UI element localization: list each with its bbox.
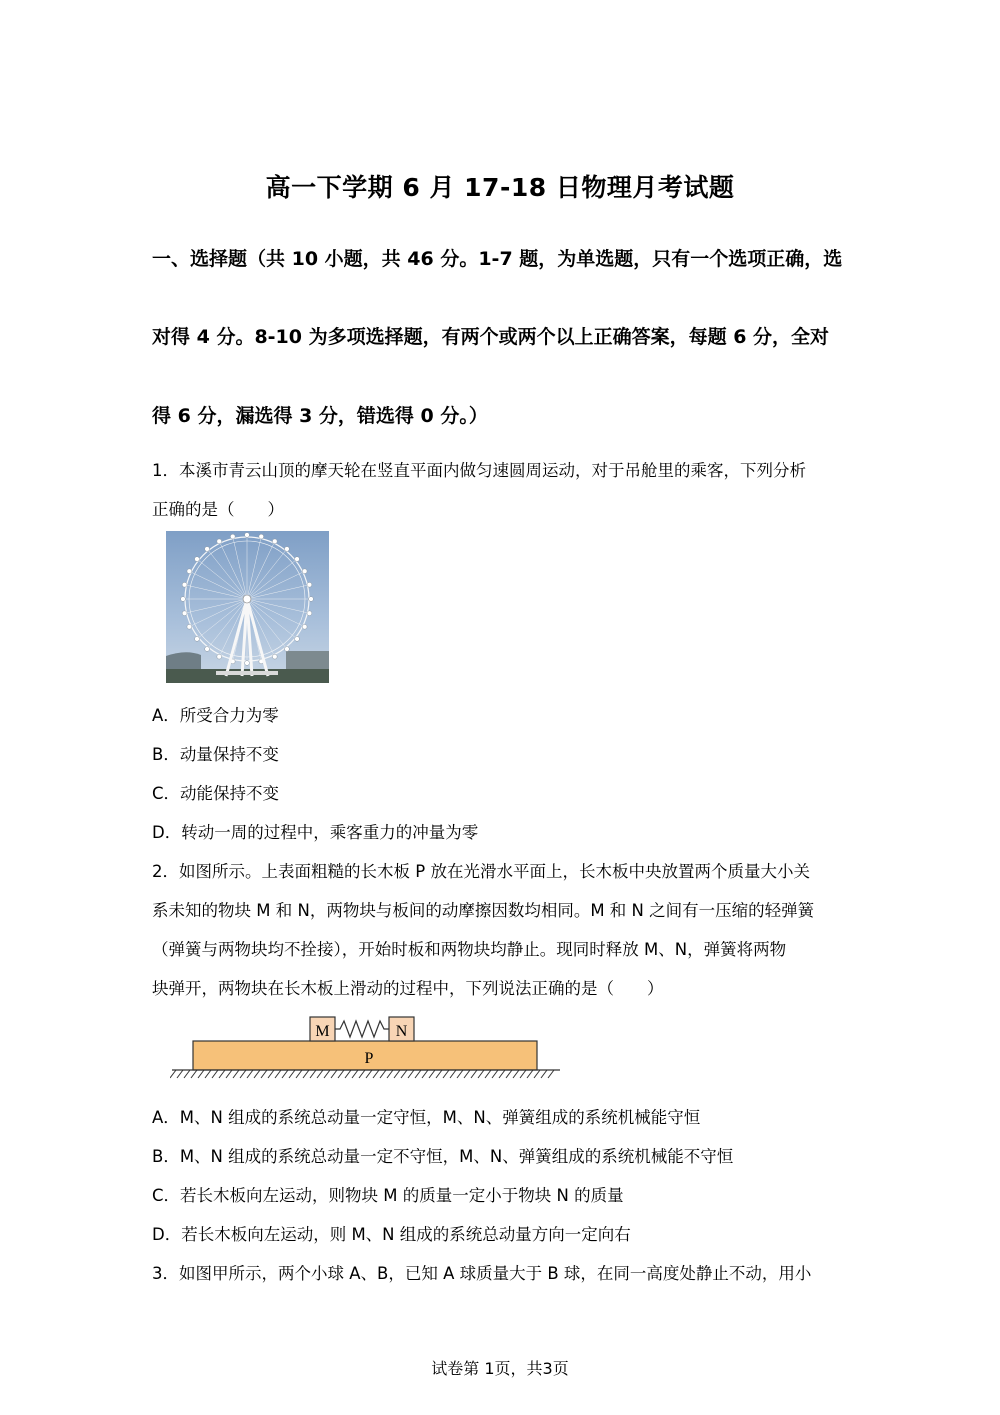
q2-option-d: D．若长木板向左运动，则 M、N 组成的系统总动量方向一定向右 xyxy=(152,1225,631,1244)
cabin xyxy=(302,624,307,629)
cabin xyxy=(217,654,222,659)
cabin xyxy=(295,557,300,562)
q1-option-b: B．动量保持不变 xyxy=(152,745,279,764)
q2-option-c: C．若长木板向左运动，则物块 M 的质量一定小于物块 N 的质量 xyxy=(152,1186,624,1205)
q3-stem-line-1: 3．如图甲所示，两个小球 A、B，已知 A 球质量大于 B 球，在同一高度处静止不动，用小 xyxy=(152,1264,812,1283)
q2-stem-line-4: 块弹开，两物块在长木板上滑动的过程中，下列说法正确的是（ ） xyxy=(152,979,664,998)
q2-stem-line-3: （弹簧与两物块均不拴接），开始时板和两物块均静止。现同时释放 M、N，弹簧将两物 xyxy=(152,940,787,959)
q2-stem-line-2: 系未知的物块 M 和 N，两物块与板间的动摩擦因数均相同。M 和 N 之间有一压缩的轻弹簧 xyxy=(152,901,815,920)
cabin xyxy=(245,533,250,538)
q2-option-b: B．M、N 组成的系统总动量一定不守恒，M、N、弹簧组成的系统机械能不守恒 xyxy=(152,1147,734,1166)
cabin xyxy=(272,654,277,659)
cabin xyxy=(195,557,200,562)
cabin xyxy=(245,661,250,666)
cabin xyxy=(181,597,186,602)
cabin xyxy=(302,569,307,574)
spring xyxy=(335,1021,389,1037)
q2-stem-line-1: 2．如图所示。上表面粗糙的长木板 P 放在光滑水平面上，长木板中央放置两个质量大小关 xyxy=(152,862,810,881)
page-title: 高一下学期 6 月 17-18 日物理月考试题 xyxy=(265,173,735,202)
ferris-wheel-image xyxy=(166,531,329,683)
cabin xyxy=(205,547,210,552)
cabin xyxy=(230,534,235,539)
cabin xyxy=(182,611,187,616)
cabin xyxy=(217,539,222,544)
cabin xyxy=(187,569,192,574)
board-p-label: P xyxy=(364,1050,374,1067)
cabin xyxy=(307,611,312,616)
q1-stem-line-1: 1．本溪市青云山顶的摩天轮在竖直平面内做匀速圆周运动，对于吊舱里的乘客，下列分析 xyxy=(152,461,806,480)
section-heading-line-2: 对得 4 分。8-10 为多项选择题，有两个或两个以上正确答案，每题 6 分，全对 xyxy=(152,326,830,348)
block-m-label: M xyxy=(315,1023,330,1040)
q1-option-c: C．动能保持不变 xyxy=(152,784,280,803)
ground-hatch xyxy=(170,1070,554,1078)
q1-option-d: D．转动一周的过程中，乘客重力的冲量为零 xyxy=(152,823,479,842)
cabin xyxy=(285,647,290,652)
cabin xyxy=(205,647,210,652)
cabin xyxy=(285,547,290,552)
section-heading-line-1: 一、选择题（共 10 小题，共 46 分。1-7 题，为单选题，只有一个选项正确，选 xyxy=(152,248,843,270)
board-spring-diagram xyxy=(170,1010,562,1082)
cabin xyxy=(272,539,277,544)
cabin xyxy=(307,582,312,587)
page-footer: 试卷第 1页，共3页 xyxy=(431,1359,569,1378)
q2-option-a: A．M、N 组成的系统总动量一定守恒，M、N、弹簧组成的系统机械能守恒 xyxy=(152,1108,701,1127)
cabin xyxy=(182,582,187,587)
cabin xyxy=(295,637,300,642)
cabin xyxy=(309,597,314,602)
q1-stem-line-2: 正确的是（ ） xyxy=(152,500,284,519)
cabin xyxy=(187,624,192,629)
cabin xyxy=(259,534,264,539)
section-heading-line-3: 得 6 分，漏选得 3 分，错选得 0 分。） xyxy=(152,405,488,427)
cabin xyxy=(195,637,200,642)
block-n-label: N xyxy=(395,1023,408,1040)
q1-option-a: A．所受合力为零 xyxy=(152,706,279,725)
